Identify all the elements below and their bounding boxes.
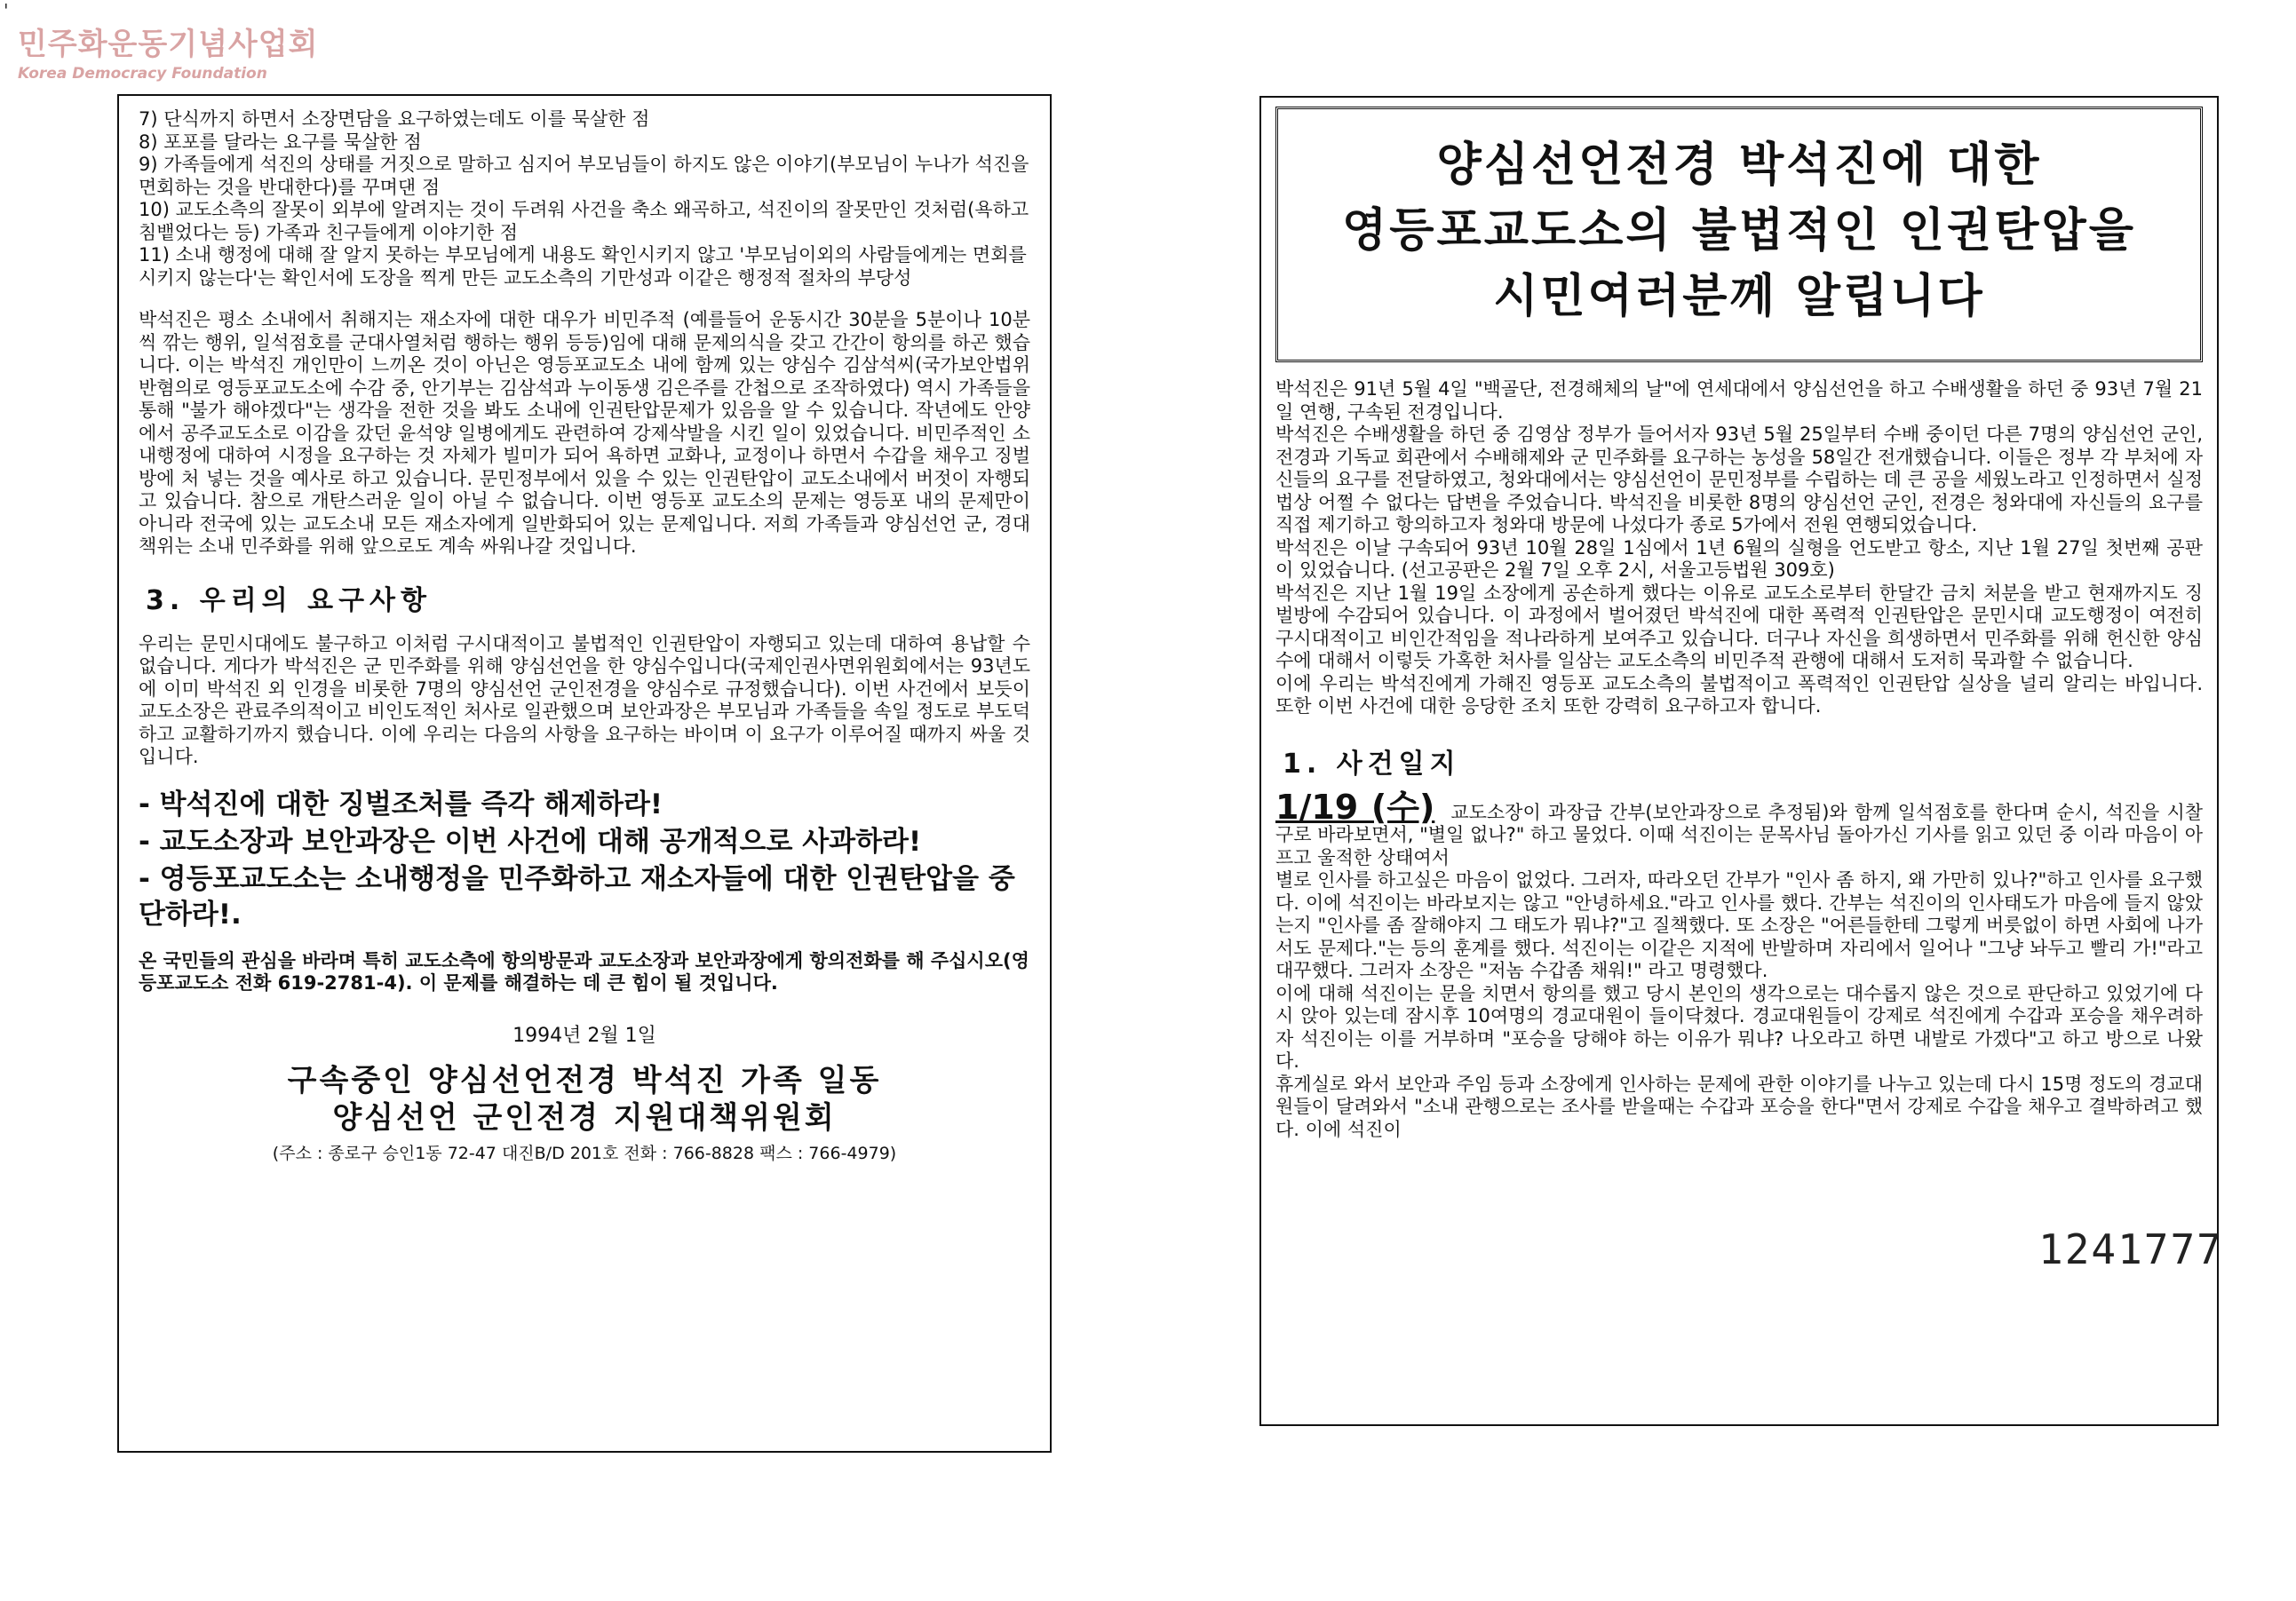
list-item: 8) 포포를 달라는 요구를 묵살한 점 bbox=[139, 131, 422, 153]
body-paragraph: 박석진은 이날 구속되어 93년 10월 28일 1심에서 1년 6월의 실형을 언도받고 항소, 지난 1월 27일 첫번째 공판이 있었습니다. (선고공판은 2월 7일 오후 2시, 서울고등법원 309호) bbox=[1275, 536, 2203, 581]
watermark-english: Korea Democracy Foundation bbox=[18, 65, 267, 83]
list-item: 9) 가족들에게 석진의 상태를 거짓으로 말하고 심지어 부모님들이 하지도 않은 이야기(부모님이 누나가 석진을 면회하는 것을 반대한다)를 꾸며댄 점 bbox=[139, 154, 1029, 198]
body-paragraph: 박석진은 91년 5월 4일 "백골단, 전경해체의 날"에 연세대에서 양심선언을 하고 수배생활을 하던 중 93년 7월 21일 연행, 구속된 전경입니다. bbox=[1275, 378, 2203, 423]
title-box bbox=[1275, 107, 2203, 362]
demand-item: - 박석진에 대한 징벌조처를 즉각 해제하라! bbox=[139, 788, 663, 820]
demand-item: - 교도소장과 보안과장은 이번 사건에 대해 공개적으로 사과하라! bbox=[139, 825, 922, 858]
page-title-line: 시민여러분께 알립니다 bbox=[1493, 270, 1985, 323]
page-title-line: 영등포교도소의 불법적인 인권탄압을 bbox=[1342, 204, 2136, 258]
body-paragraph: 박석진은 지난 1월 19일 소장에게 공손하게 했다는 이유로 교도소로부터 한달간 금치 처분을 받고 현재까지도 징벌방에 수감되어 있습니다. 이 과정에서 벌어졌던 박석진에 대한 폭력적 인권탄압은 문민시대 교도행정이 여전히 구시대적이고 비인간적임을 적나라하게 보여주고 있습니다. 더구나 자신을 희생하면서 민주화를 위해 헌신한 양심수에 대해서 이렇듯 가혹한 처사를 일삼는 교도소측의 비민주적 관행에 대해서 도저히 묵과할 수 없습니다. bbox=[1275, 582, 2203, 671]
watermark-korean: 민주화운동기념사업회 bbox=[18, 27, 319, 62]
closing-appeal: 온 국민들의 관심을 바라며 특히 교도소측에 항의방문과 교도소장과 보안과장에게 항의전화를 해 주십시오(영등포교도소 전화 619-2781-4). 이 문제를 해결하는 데 큰 힘이 될 것입니다. bbox=[139, 949, 1029, 994]
list-item: 11) 소내 행정에 대해 잘 알지 못하는 부모님에게 내용도 확인시키지 않고 '부모님이외의 사람들에게는 면회를 시키지 않는다'는 확인서에 도장을 찍게 만든 교도소측의 기만성과 이같은 행정적 절차의 부당성 bbox=[139, 244, 1027, 289]
body-paragraph: 박석진은 평소 소내에서 취해지는 재소자에 대한 대우가 비민주적 (예를들어 운동시간 30분을 5분이나 10분씩 깎는 행위, 일석점호를 군대사열처럼 행하는 행위 등등)임에 대해 문제의식을 갖고 간간이 항의를 하곤 했습니다. 이는 박석진 개인만이 느끼온 것이 아닌은 영등포교도소 내에 함께 있는 양심수 김삼석씨(국가보안법위반혐의로 영등포교도소에 수감 중, 안기부는 김삼석과 누이동생 김은주를 간첩으로 조작하였다) 역시 가족들을 통해 "불가 해야겠다"는 생각을 전한 것을 봐도 소내에 인권탄압문제가 있음을 알 수 있습니다. 작년에도 안양에서 공주교도소로 이감을 갔던 윤석양 일병에게도 관련하여 강제삭발을 시킨 일이 있었습니다. 비민주적인 소내행정에 대하여 시정을 요구하는 것 자체가 빌미가 되어 욕하면 교화나, 교정이나 하면서 수갑을 채우고 징벌방에 처 넣는 것을 예사로 하고 있습니다. 문민정부에서 있을 수 있는 인권탄압이 교도소내에서 버젓이 자행되고 있습니다. 참으로 개탄스러운 일이 아닐 수 없습니다. 이번 영등포 교도소의 문제는 영등포 내의 문제만이 아니라 전국에 있는 교도소내 모든 재소자에게 일반화되어 있는 문제입니다. 저희 가족들과 양심선언 군, 경대책위는 소내 민주화를 위해 앞으로도 계속 싸워나갈 것입니다. bbox=[139, 309, 1030, 557]
log-paragraph: 휴게실로 와서 보안과 주임 등과 소장에게 인사하는 문제에 관한 이야기를 나누고 있는데 다시 15명 정도의 경교대원들이 달려와서 "소내 관행으로는 조사를 받을때는 수갑과 포승을 한다"면서 강제로 수갑을 채우고 결박하려고 했다. 이에 석진이 bbox=[1275, 1073, 2203, 1140]
contact-address: (주소 : 종로구 승인1동 72-47 대진B/D 201호 전화 : 766-8828 팩스 : 766-4979) bbox=[272, 1143, 897, 1163]
log-entry bbox=[1275, 787, 2204, 870]
list-item: 7) 단식까지 하면서 소장면담을 요구하였는데도 이를 묵살한 점 bbox=[139, 108, 650, 130]
log-paragraph: 이에 대해 석진이는 문을 치면서 항의를 했고 당시 본인의 생각으로는 대수롭지 않은 것으로 판단하고 있었기에 다시 앉아 있는데 잠시후 10여명의 경교대원이 들이닥쳤다. 경교대원들이 강제로 석진에게 수갑과 포승을 채우려하자 석진이는 이를 거부하며 "포승을 당해야 하는 이유가 뭐냐? 나오라고 하면 내발로 가겠다"고 하고 방으로 나왔다. bbox=[1275, 982, 2203, 1072]
body-paragraph: 박석진은 수배생활을 하던 중 김영삼 정부가 들어서자 93년 5월 25일부터 수배 중이던 다른 7명의 양심선언 군인, 전경과 기독교 회관에서 수배해제와 군 민주화를 요구하는 농성을 58일간 전개했습니다. 이들은 정부 각 부처에 자신들의 요구를 전달하였고, 청와대에서는 양심선언이 문민정부를 수립하는 데 큰 공을 세웠노라고 인정하면서 실정법상 어쩔 수 없다는 답변을 주었습니다. 박석진을 비롯한 8명의 양심선언 군인, 전경은 청와대에 자신들의 요구를 직접 제기하고 항의하고자 청와대 방문에 나섰다가 종로 5가에서 전원 연행되었습니다. bbox=[1275, 424, 2203, 535]
log-paragraph: 별로 인사를 하고싶은 마음이 없었다. 그러자, 따라오던 간부가 "인사 좀 하지, 왜 가만히 있나?"하고 인사를 요구했다. 이에 석진이는 바라보지는 않고 "안녕하세요."라고 인사를 했다. 간부는 석진이의 인사태도가 마음에 들지 않았는지 "인사를 좀 잘해야지 그 태도가 뭐냐?"고 질책했다. 또 소장은 "어른들한테 그렇게 버릇없이 하면 사회에 나가서도 문제다."는 등의 훈계를 했다. 석진이는 이같은 지적에 반발하며 자리에서 일어나 "그냥 놔두고 빨리 가!"라고 대꾸했다. 그러자 소장은 "저놈 수갑좀 채워!" 라고 명령했다. bbox=[1275, 869, 2203, 981]
archive-page-number: 1241777 bbox=[2038, 1225, 2223, 1273]
watermark-logo bbox=[18, 20, 318, 83]
demand-item: - 영등포교도소는 소내행정을 민주화하고 재소자들에 대한 인권탄압을 중단하라!. bbox=[139, 862, 1015, 931]
section-title-incident-log: 1. 사건일지 bbox=[1283, 748, 1461, 780]
body-paragraph: 이에 우리는 박석진에게 가해진 영등포 교도소측의 불법적이고 폭력적인 인권탄압 실상을 널리 알리는 바입니다. 또한 이번 사건에 대한 응당한 조치 또한 강력히 요구하고자 합니다. bbox=[1275, 672, 2203, 717]
section-title-demands: 3. 우리의 요구사항 bbox=[146, 584, 433, 616]
demands-list bbox=[139, 787, 1030, 932]
body-paragraph: 우리는 문민시대에도 불구하고 이처럼 구시대적이고 불법적인 인권탄압이 자행되고 있는데 대하여 용납할 수 없습니다. 게다가 박석진은 군 민주화를 위해 양심선언을 한 양심수입니다(국제인권사면위원회에서는 93년도에 이미 박석진 외 인경을 비롯한 7명의 양심선언 군인전경을 양심수로 규정했습니다). 이번 사건에서 보듯이 교도소장은 관료주의적이고 비인도적인 처사로 일관했으며 보안과장은 부모님과 가족들을 속일 정도로 부도덕하고 교활하기까지 했습니다. 이에 우리는 다음의 사항을 요구하는 바이며 이 요구가 이루어질 때까지 싸울 것입니다. bbox=[139, 632, 1030, 767]
corner-mark: ' bbox=[4, 0, 9, 21]
log-date: 1/19 (수) bbox=[1275, 787, 1435, 827]
left-page bbox=[117, 94, 1052, 1453]
page-title-line: 양심선언전경 박석진에 대한 bbox=[1436, 139, 2042, 192]
signatory-family: 구속중인 양심선언전경 박석진 가족 일동 bbox=[287, 1062, 882, 1098]
log-lead-text: 교도소장이 과장급 간부(보안과장으로 추정됨)와 함께 일석점호를 한다며 순시, 석진을 시찰구로 바라보면서, "별일 없나?" 하고 물었다. 이때 석진이는 문목사님 돌아가신 기사를 읽고 있던 중 이라 마음이 아프고 울적한 상태여서 bbox=[1275, 801, 2204, 868]
list-item: 10) 교도소측의 잘못이 외부에 알려지는 것이 두려워 사건을 축소 왜곡하고, 석진이의 잘못만인 것처럼(욕하고 침뱉었다는 등) 가족과 친구들에게 이야기한 점 bbox=[139, 199, 1029, 243]
document-date: 1994년 2월 1일 bbox=[512, 1024, 656, 1047]
signatory-committee: 양심선언 군인전경 지원대책위원회 bbox=[332, 1099, 837, 1136]
